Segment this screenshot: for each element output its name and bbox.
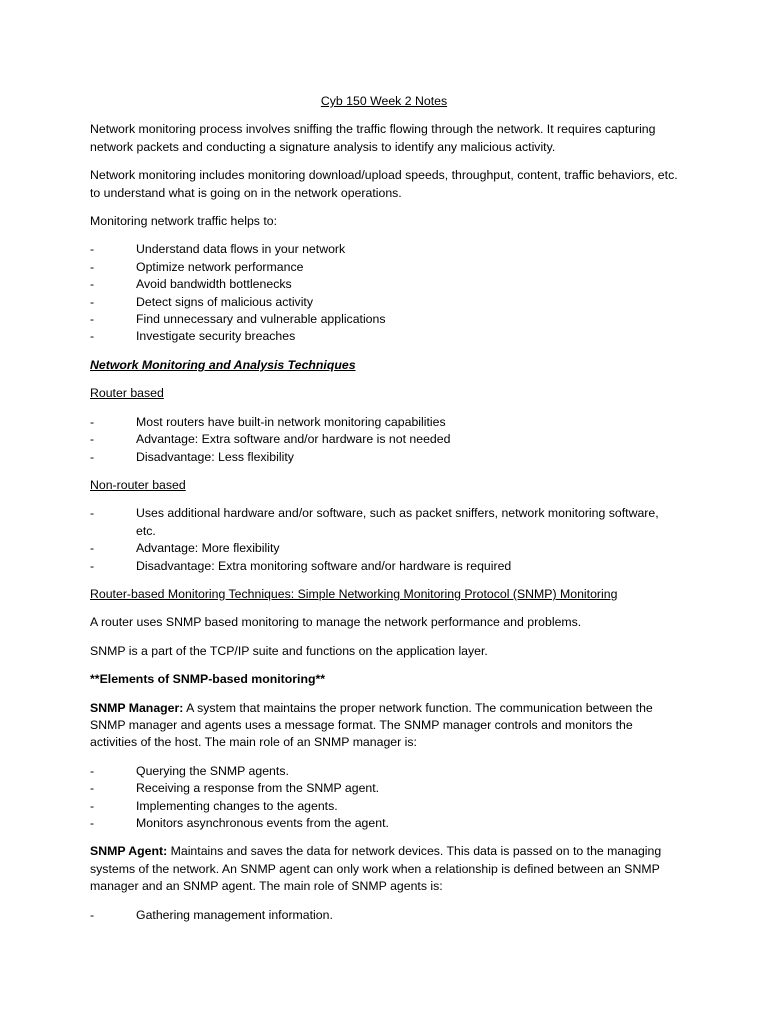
agent-text: Maintains and saves the data for network devices. This data is passed on to the managing systems of the network. An SNMP agent can only work when a relationship is defined between an SNMP manager and an SNMP agent. The main role of SNMP agents is: xyxy=(90,844,662,894)
snmp-paragraph-1: A router uses SNMP based monitoring to manage the network performance and problems. xyxy=(90,615,582,630)
elements-heading xyxy=(90,671,678,688)
agent-list xyxy=(90,907,678,924)
snmp-paragraph-2: SNMP is a part of the TCP/IP suite and functions on the application layer. xyxy=(90,643,488,658)
list-item: - Disadvantage: Extra monitoring software and/or hardware is required xyxy=(90,558,678,575)
helps-list xyxy=(90,241,678,345)
manager-label: SNMP Manager: xyxy=(90,700,184,715)
intro-paragraph-3: Monitoring network traffic helps to: xyxy=(90,214,278,229)
list-item: - Advantage: More flexibility xyxy=(90,540,678,557)
snmp-heading: Router-based Monitoring Techniques: Simple Networking Monitoring Protocol (SNMP) Monitoring xyxy=(90,586,618,601)
intro-paragraph-1: Network monitoring process involves sniffing the traffic flowing through the network. It requires capturing network packets and conducting a signature analysis to identify any malicious activity. xyxy=(90,122,656,154)
list-item: - Find unnecessary and vulnerable applications xyxy=(90,311,678,328)
list-item: - Most routers have built-in network monitoring capabilities xyxy=(90,414,678,431)
non-router-based-heading: Non-router based xyxy=(90,477,186,492)
list-item: - Querying the SNMP agents. xyxy=(90,763,678,780)
list-item: - Avoid bandwidth bottlenecks xyxy=(90,276,678,293)
list-item: - Advantage: Extra software and/or hardware is not needed xyxy=(90,431,678,448)
techniques-heading: Network Monitoring and Analysis Techniques xyxy=(90,357,356,372)
list-item: - Receiving a response from the SNMP agent. xyxy=(90,780,678,797)
elements-heading-text: **Elements of SNMP-based monitoring** xyxy=(90,672,326,687)
list-item: - Monitors asynchronous events from the agent. xyxy=(90,815,678,832)
agent-label: SNMP Agent: xyxy=(90,844,168,859)
manager-text: A system that maintains the proper network function. The communication between the SNMP manager and agents uses a message format. The SNMP manager controls and monitors the activities of the host. The main role of an SNMP manager is: xyxy=(90,700,653,750)
manager-paragraph xyxy=(90,700,678,752)
list-item: - Gathering management information. xyxy=(90,907,678,924)
list-item: - Detect signs of malicious activity xyxy=(90,294,678,311)
non-router-based-list xyxy=(90,505,678,575)
router-based-heading: Router based xyxy=(90,386,164,401)
list-item: - Disadvantage: Less flexibility xyxy=(90,449,678,466)
manager-list xyxy=(90,763,678,833)
page-title: Cyb 150 Week 2 Notes xyxy=(320,94,448,108)
list-item: - Uses additional hardware and/or software, such as packet sniffers, network monitoring software, etc. xyxy=(90,505,678,540)
list-item: - Optimize network performance xyxy=(90,259,678,276)
list-item: - Investigate security breaches xyxy=(90,328,678,345)
intro-paragraph-2: Network monitoring includes monitoring download/upload speeds, throughput, content, traffic behaviors, etc. to understand what is going on in the network operations. xyxy=(90,168,678,200)
list-item: - Implementing changes to the agents. xyxy=(90,798,678,815)
list-item: - Understand data flows in your network xyxy=(90,241,678,258)
agent-paragraph xyxy=(90,843,678,895)
router-based-list xyxy=(90,414,678,466)
